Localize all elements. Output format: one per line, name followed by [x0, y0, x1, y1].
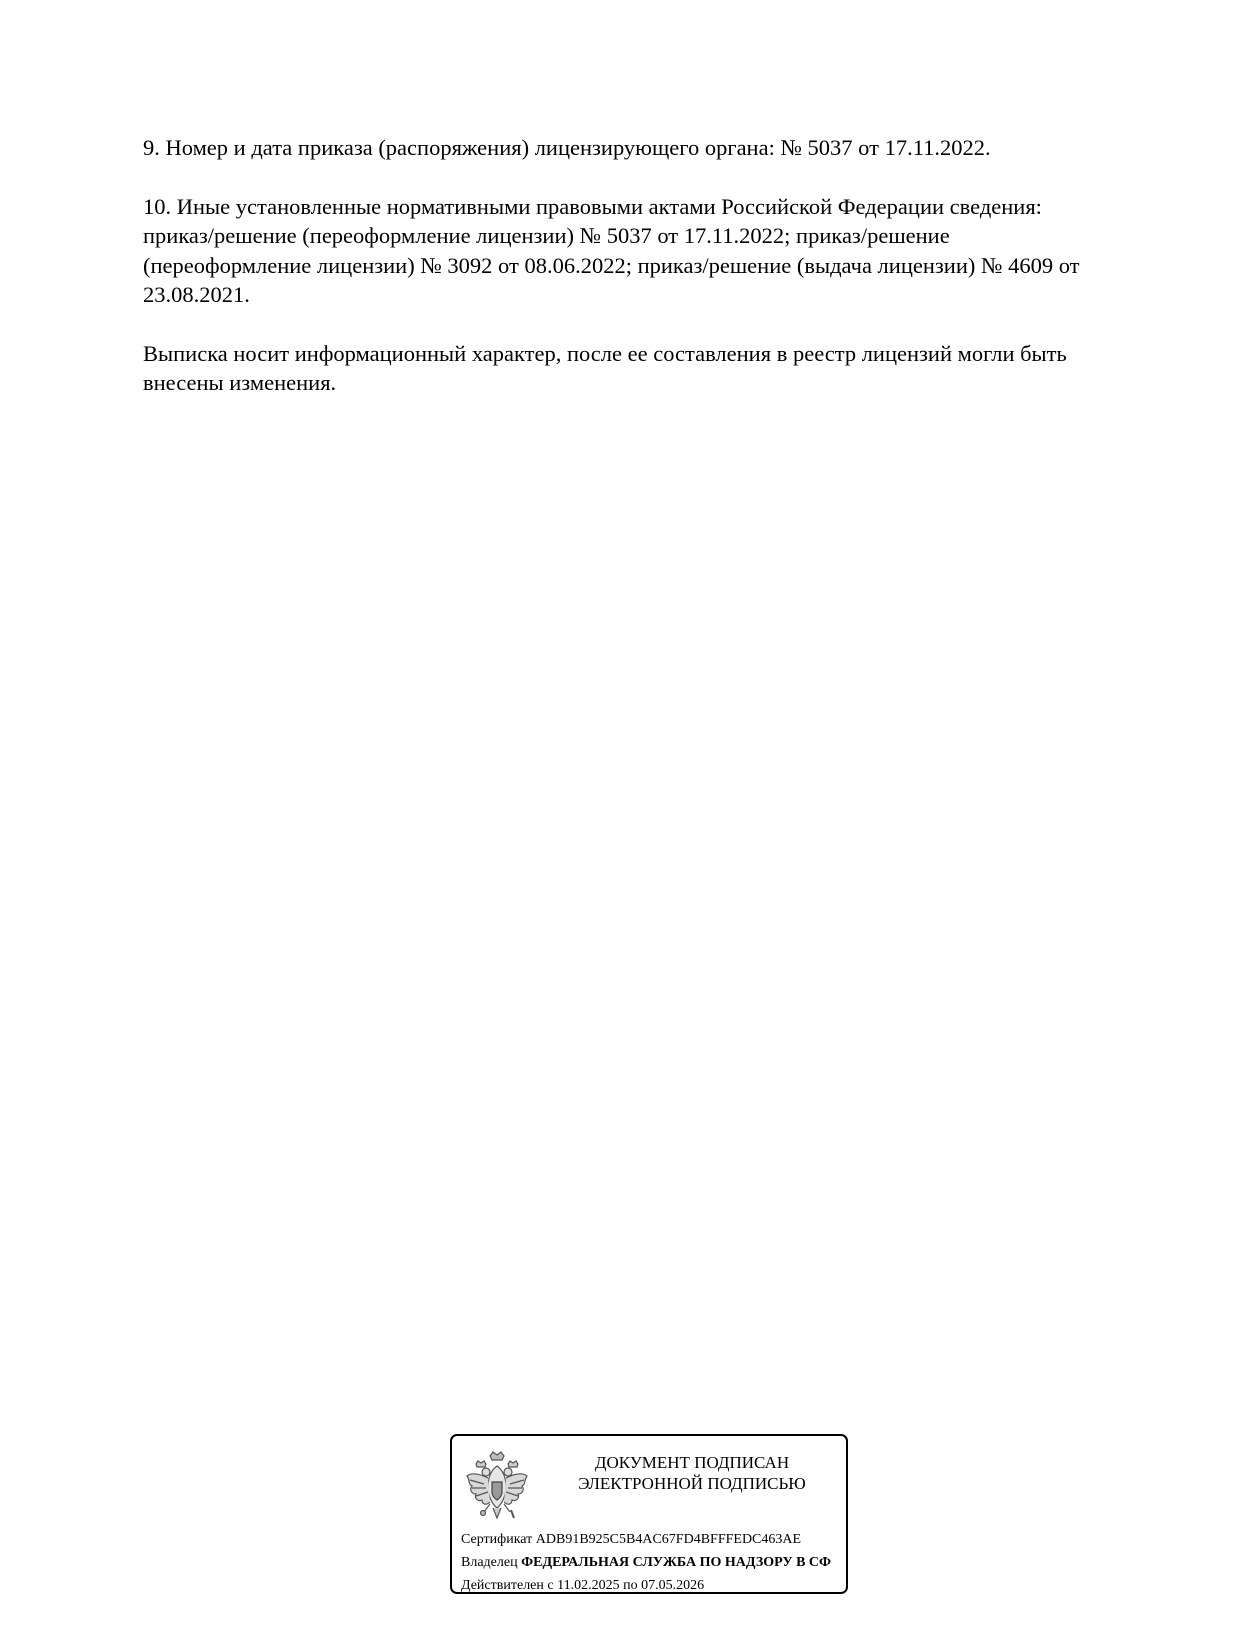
stamp-title: [542, 1452, 842, 1494]
text-line: 23.08.2021.: [143, 282, 250, 307]
text-line: внесены изменения.: [143, 370, 337, 395]
electronic-signature-stamp: [450, 1434, 848, 1594]
paragraph-order-number: [143, 133, 1163, 163]
text-line: Выписка носит информационный характер, после ее составления в реестр лицензий могли быть: [143, 340, 1067, 366]
paragraph-other-info: [143, 192, 1163, 310]
text-line: 10. Иные установленные нормативными правовыми актами Российской Федерации сведения:: [143, 193, 1042, 219]
text-line: (переоформление лицензии) № 3092 от 08.06.2022; приказ/решение (выдача лицензии) № 4609 от: [143, 252, 1080, 278]
validity-line: Действителен с 11.02.2025 по 07.05.2026: [461, 1578, 705, 1593]
text-line: приказ/решение (переоформление лицензии) № 5037 от 17.11.2022; приказ/решение: [143, 223, 950, 248]
stamp-title-line: ДОКУМЕНТ ПОДПИСАН: [594, 1453, 790, 1472]
certificate-line: [461, 1531, 801, 1549]
stamp-title-line: ЭЛЕКТРОННОЙ ПОДПИСЬЮ: [578, 1474, 806, 1493]
paragraph-disclaimer: [143, 339, 1163, 398]
document-body: [143, 133, 1163, 427]
certificate-label: Сертификат: [461, 1532, 533, 1547]
russian-coat-of-arms-icon: [464, 1450, 530, 1522]
text-line: 9. Номер и дата приказа (распоряжения) лицензирующего органа: № 5037 от 17.11.2022.: [143, 135, 991, 160]
certificate-value: ADB91B925C5B4AC67FD4BFFFEDC463AE: [535, 1532, 802, 1547]
owner-label: Владелец: [461, 1555, 518, 1570]
owner-line: [461, 1554, 831, 1572]
owner-value: ФЕДЕРАЛЬНАЯ СЛУЖБА ПО НАДЗОРУ В СФ: [521, 1555, 832, 1570]
